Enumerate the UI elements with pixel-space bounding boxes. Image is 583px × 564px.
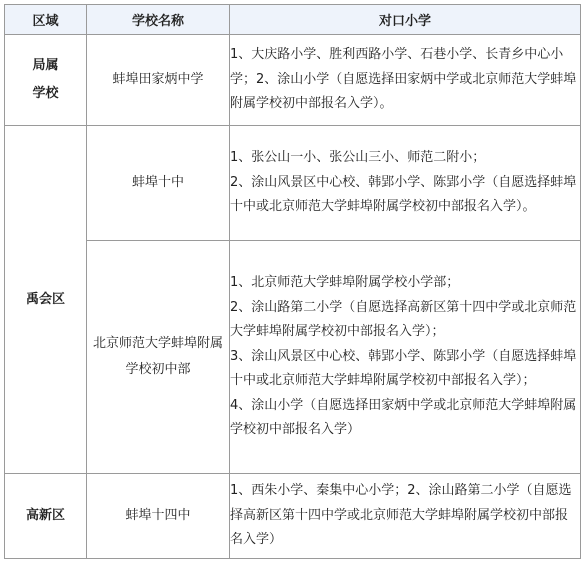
header-row (5, 5, 581, 35)
table-row (5, 241, 581, 474)
assigned-item: 1、大庆路小学、胜利西路小学、石巷小学、长青乡中心小学；2、涂山小学（自愿选择田家炳中学或北京师范大学蚌埠附属学校初中部报名入学）。 (230, 47, 577, 112)
header-district: 区域 (5, 5, 87, 35)
assigned-item: 4、涂山小学（自愿选择田家炳中学或北京师范大学蚌埠附属学校初中部报名入学） (230, 397, 577, 438)
district-name: 禹会区 (25, 291, 65, 307)
assigned-item: 1、张公山一小、张公山三小、师范二附小； (230, 150, 486, 166)
header-assigned: 对口小学 (230, 5, 581, 35)
school-cell (87, 241, 230, 474)
assigned-item: 1、西朱小学、秦集中心小学；2、涂山路第二小学（自愿选择高新区第十四中学或北京师范大学蚌埠附属学校初中部报名入学） (230, 483, 572, 548)
district-name: 高新区 (25, 508, 65, 523)
table-row (5, 35, 581, 126)
assigned-item: 2、涂山风景区中心校、韩郢小学、陈郢小学（自愿选择蚌埠十中或北京师范大学蚌埠附属学校初中部报名入学）。 (230, 174, 577, 215)
school-name: 蚌埠十四中 (125, 508, 191, 523)
school-cell (87, 35, 230, 126)
school-cell (87, 126, 230, 241)
assigned-item: 2、涂山路第二小学（自愿选择高新区第十四中学或北京师范大学蚌埠附属学校初中部报名入学）； (230, 299, 577, 340)
district-cell (5, 474, 87, 559)
assigned-schools-cell (230, 474, 581, 559)
assigned-item: 3、涂山风景区中心校、韩郢小学、陈郢小学（自愿选择蚌埠十中或北京师范大学蚌埠附属学校初中部报名入学）； (230, 348, 577, 389)
assigned-schools-cell (230, 241, 581, 474)
school-cell (87, 474, 230, 559)
table-row (5, 126, 581, 241)
district-name: 局属 学校 (32, 58, 59, 101)
header-school: 学校名称 (87, 5, 230, 35)
table-row (5, 474, 581, 559)
enrollment-table (4, 4, 581, 559)
school-name: 蚌埠十中 (131, 175, 184, 190)
school-name: 北京师范大学蚌埠附属学校初中部 (92, 336, 223, 377)
assigned-item: 1、北京师范大学蚌埠附属学校小学部； (230, 274, 460, 290)
district-cell (5, 126, 87, 474)
school-name: 蚌埠田家炳中学 (112, 72, 204, 87)
district-cell (5, 35, 87, 126)
assigned-schools-cell (230, 35, 581, 126)
assigned-schools-cell (230, 126, 581, 241)
